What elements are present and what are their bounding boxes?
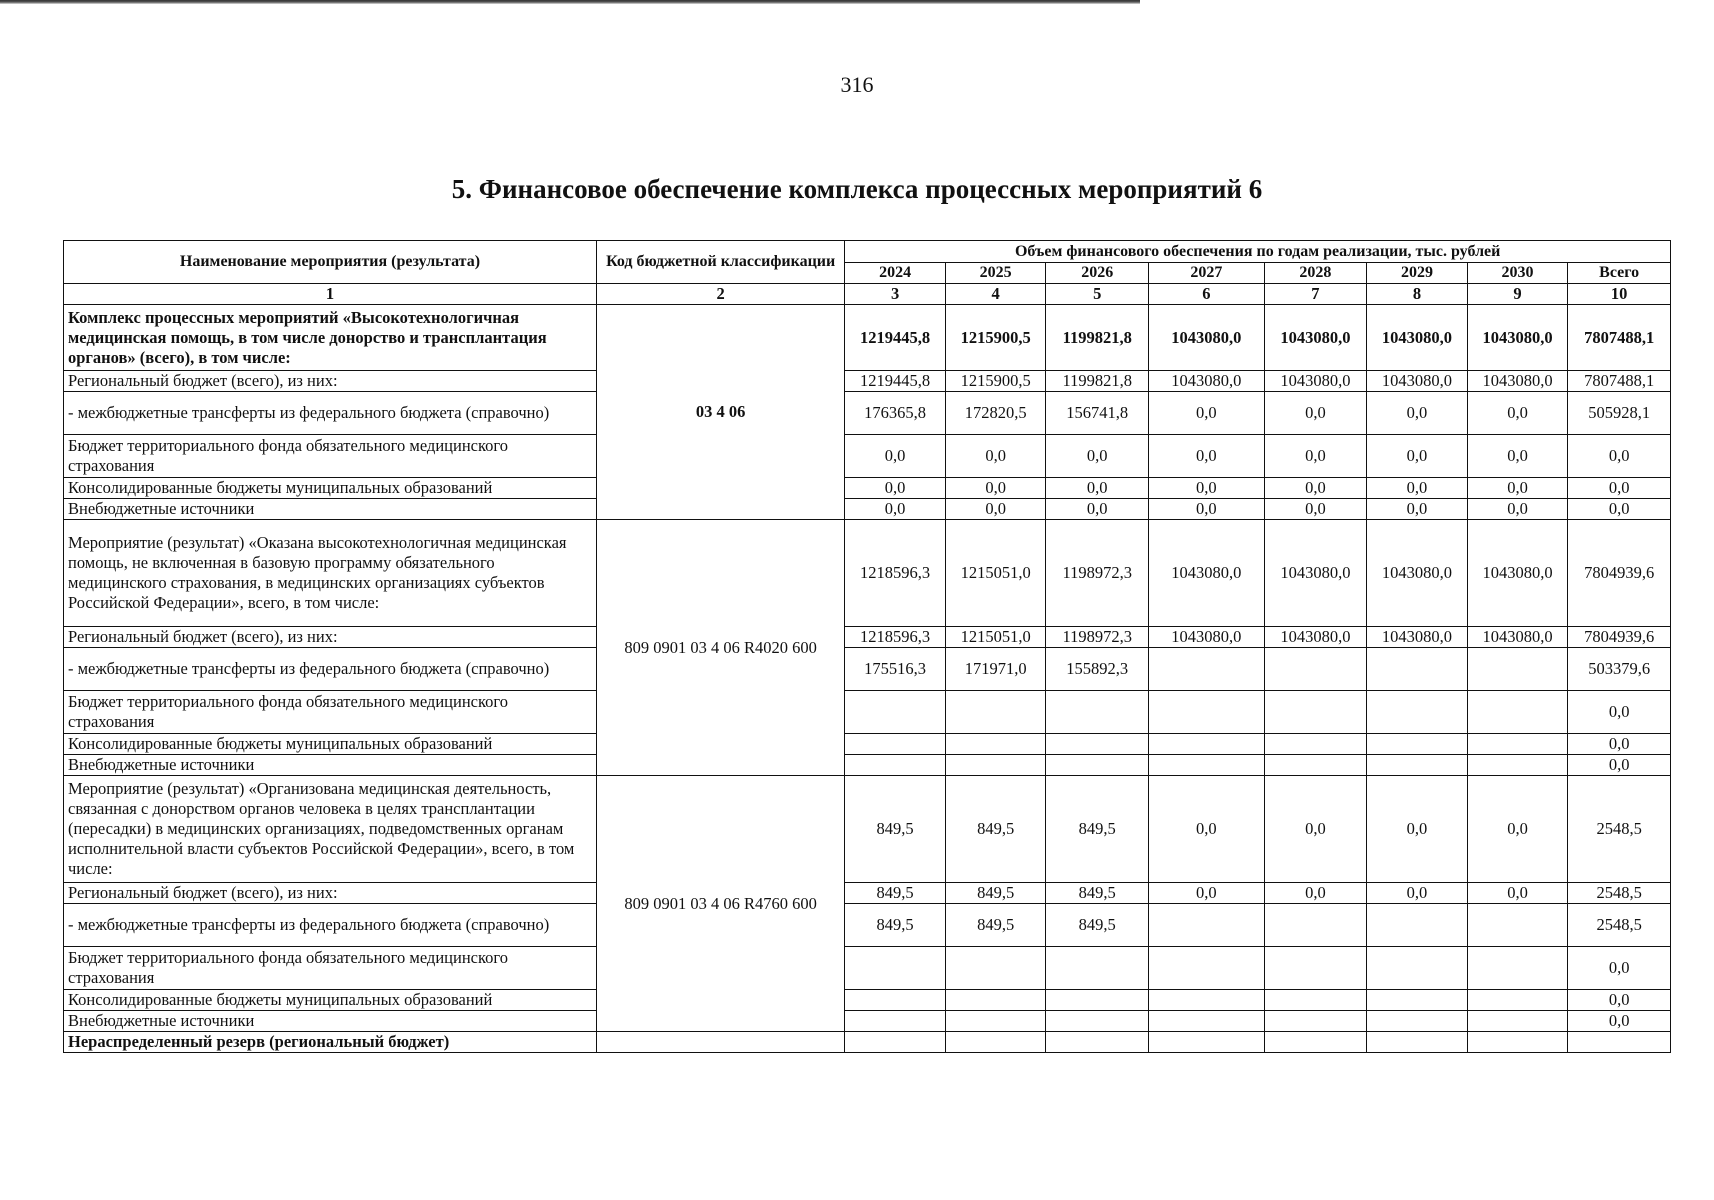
row-name: Региональный бюджет (всего), из них:: [64, 371, 597, 392]
table-row: [64, 776, 1671, 883]
column-index: 5: [1046, 284, 1149, 305]
cell-value: [1264, 990, 1367, 1011]
table-row: [64, 499, 1671, 520]
cell-value: 1043080,0: [1264, 371, 1367, 392]
cell-value: [1367, 1011, 1468, 1032]
cell-value: [945, 755, 1046, 776]
header-year: 2028: [1264, 263, 1367, 284]
cell-value: [1367, 734, 1468, 755]
cell-value: [845, 691, 946, 734]
cell-value: 0,0: [1367, 776, 1468, 883]
cell-total: 0,0: [1568, 691, 1671, 734]
cell-value: 1219445,8: [845, 371, 946, 392]
cell-value: [845, 947, 946, 990]
table-row: [64, 648, 1671, 691]
cell-total: 7804939,6: [1568, 520, 1671, 627]
cell-value: [1046, 1011, 1149, 1032]
cell-value: 849,5: [945, 883, 1046, 904]
cell-value: [845, 990, 946, 1011]
cell-value: 0,0: [1467, 776, 1568, 883]
cell-total: 2548,5: [1568, 904, 1671, 947]
table-row: [64, 883, 1671, 904]
cell-value: 0,0: [1046, 499, 1149, 520]
table-row: [64, 627, 1671, 648]
cell-value: [1467, 947, 1568, 990]
header-year: 2026: [1046, 263, 1149, 284]
cell-value: [1367, 904, 1468, 947]
cell-value: [1046, 734, 1149, 755]
cell-value: 0,0: [1467, 883, 1568, 904]
cell-value: 1043080,0: [1367, 627, 1468, 648]
cell-value: [1367, 755, 1468, 776]
cell-value: [1046, 755, 1149, 776]
page-title: 5. Финансовое обеспечение комплекса процессных мероприятий 6: [451, 174, 1263, 204]
cell-value: [1467, 648, 1568, 691]
cell-value: [1467, 734, 1568, 755]
table-row: [64, 478, 1671, 499]
cell-value: 0,0: [1264, 435, 1367, 478]
cell-value: [1264, 904, 1367, 947]
cell-value: 1215900,5: [945, 371, 1046, 392]
table-row: [64, 990, 1671, 1011]
cell-value: 0,0: [1467, 435, 1568, 478]
cell-value: [1264, 1011, 1367, 1032]
cell-total: 0,0: [1568, 734, 1671, 755]
cell-value: [1467, 691, 1568, 734]
cell-value: [1046, 947, 1149, 990]
cell-value: 1043080,0: [1264, 627, 1367, 648]
row-name: - межбюджетные трансферты из федерального бюджета (справочно): [64, 648, 597, 691]
table-row: [64, 691, 1671, 734]
cell-total: [1568, 1032, 1671, 1053]
cell-value: 849,5: [845, 904, 946, 947]
cell-value: [945, 1011, 1046, 1032]
table-row: [64, 904, 1671, 947]
cell-value: [1149, 1011, 1265, 1032]
row-name: Мероприятие (результат) «Организована медицинская деятельность, связанная с донорством органов человека в целях трансплантации (пересадки) в медицинских организациях, подведомственных органам исполнительной власти субъектов Российской Федерации», всего, в том числе:: [64, 776, 597, 883]
cell-value: 0,0: [1046, 478, 1149, 499]
cell-value: [1264, 691, 1367, 734]
cell-total: 7807488,1: [1568, 305, 1671, 371]
cell-value: 0,0: [1149, 392, 1265, 435]
cell-total: 0,0: [1568, 478, 1671, 499]
cell-total: 2548,5: [1568, 883, 1671, 904]
cell-value: 0,0: [1264, 883, 1367, 904]
cell-value: [1046, 691, 1149, 734]
cell-value: 0,0: [945, 435, 1046, 478]
budget-code: 03 4 06: [596, 305, 844, 520]
row-name: Внебюджетные источники: [64, 499, 597, 520]
cell-value: 849,5: [945, 776, 1046, 883]
row-name: Бюджет территориального фонда обязательного медицинского страхования: [64, 691, 597, 734]
cell-value: 0,0: [1149, 883, 1265, 904]
table-row: [64, 1011, 1671, 1032]
cell-value: 1043080,0: [1149, 305, 1265, 371]
header-year: 2024: [845, 263, 946, 284]
header-name: Наименование мероприятия (результата): [64, 241, 597, 284]
cell-value: 156741,8: [1046, 392, 1149, 435]
row-name: Бюджет территориального фонда обязательного медицинского страхования: [64, 947, 597, 990]
cell-total: 0,0: [1568, 435, 1671, 478]
cell-value: [1264, 755, 1367, 776]
table-row: [64, 435, 1671, 478]
cell-value: [1149, 691, 1265, 734]
header-volume: Объем финансового обеспечения по годам реализации, тыс. рублей: [845, 241, 1671, 263]
cell-value: 0,0: [1467, 478, 1568, 499]
cell-value: 0,0: [1367, 435, 1468, 478]
cell-value: 849,5: [1046, 904, 1149, 947]
cell-value: 1043080,0: [1367, 520, 1468, 627]
row-name: Внебюджетные источники: [64, 755, 597, 776]
cell-value: 0,0: [1367, 499, 1468, 520]
cell-value: 849,5: [945, 904, 1046, 947]
cell-value: [1467, 904, 1568, 947]
cell-value: 1215051,0: [945, 520, 1046, 627]
table-row: [64, 520, 1671, 627]
cell-value: 1043080,0: [1264, 520, 1367, 627]
cell-value: 175516,3: [845, 648, 946, 691]
cell-value: 1043080,0: [1149, 627, 1265, 648]
cell-value: 0,0: [1467, 392, 1568, 435]
cell-value: 0,0: [845, 499, 946, 520]
cell-value: 0,0: [1149, 776, 1265, 883]
cell-value: 1043080,0: [1367, 371, 1468, 392]
cell-value: 0,0: [1264, 499, 1367, 520]
cell-value: 1198972,3: [1046, 520, 1149, 627]
cell-value: 0,0: [945, 499, 1046, 520]
cell-value: [1149, 1032, 1265, 1053]
table-row: [64, 755, 1671, 776]
cell-value: [1046, 1032, 1149, 1053]
cell-value: [1367, 691, 1468, 734]
cell-value: 0,0: [1149, 435, 1265, 478]
cell-value: [1467, 755, 1568, 776]
column-index: 4: [945, 284, 1046, 305]
row-name: - межбюджетные трансферты из федерального бюджета (справочно): [64, 904, 597, 947]
cell-value: 0,0: [1264, 392, 1367, 435]
cell-value: 1043080,0: [1367, 305, 1468, 371]
cell-value: 849,5: [1046, 883, 1149, 904]
cell-value: [1264, 947, 1367, 990]
reserve-row: [64, 1032, 1671, 1053]
cell-value: [1149, 734, 1265, 755]
cell-value: 0,0: [845, 435, 946, 478]
cell-value: [1264, 648, 1367, 691]
cell-value: 0,0: [1264, 478, 1367, 499]
cell-value: 1199821,8: [1046, 371, 1149, 392]
cell-value: 1043080,0: [1264, 305, 1367, 371]
cell-value: 1043080,0: [1467, 305, 1568, 371]
cell-value: 1215051,0: [945, 627, 1046, 648]
cell-total: 7804939,6: [1568, 627, 1671, 648]
cell-value: 1215900,5: [945, 305, 1046, 371]
financing-table: [63, 240, 1671, 1053]
row-name: Внебюджетные источники: [64, 1011, 597, 1032]
cell-value: 1219445,8: [845, 305, 946, 371]
header-code: Код бюджетной классификации: [596, 241, 844, 284]
row-name: - межбюджетные трансферты из федерального бюджета (справочно): [64, 392, 597, 435]
table-row: [64, 947, 1671, 990]
cell-value: [845, 755, 946, 776]
table-row: [64, 392, 1671, 435]
cell-value: [1264, 1032, 1367, 1053]
cell-value: 0,0: [845, 478, 946, 499]
budget-code: [596, 1032, 844, 1053]
page-number: 316: [840, 72, 874, 97]
cell-value: [945, 990, 1046, 1011]
cell-value: 1218596,3: [845, 627, 946, 648]
column-index: 8: [1367, 284, 1468, 305]
cell-value: [1367, 990, 1468, 1011]
cell-value: 1199821,8: [1046, 305, 1149, 371]
cell-value: [1367, 648, 1468, 691]
cell-value: 1043080,0: [1149, 371, 1265, 392]
cell-value: 1043080,0: [1467, 371, 1568, 392]
column-index: 7: [1264, 284, 1367, 305]
cell-value: 1198972,3: [1046, 627, 1149, 648]
cell-value: 0,0: [945, 478, 1046, 499]
cell-total: 503379,6: [1568, 648, 1671, 691]
cell-value: [945, 734, 1046, 755]
cell-value: [845, 1011, 946, 1032]
column-index: 3: [845, 284, 946, 305]
cell-value: [945, 1032, 1046, 1053]
cell-value: [1046, 990, 1149, 1011]
cell-total: 0,0: [1568, 990, 1671, 1011]
cell-value: 0,0: [1046, 435, 1149, 478]
table-row: [64, 734, 1671, 755]
header-year: 2029: [1367, 263, 1468, 284]
cell-value: 176365,8: [845, 392, 946, 435]
header-year: 2027: [1149, 263, 1265, 284]
scan-edge: [0, 0, 1140, 4]
cell-total: 0,0: [1568, 499, 1671, 520]
cell-value: [1467, 1032, 1568, 1053]
cell-value: [1149, 990, 1265, 1011]
row-name: Бюджет территориального фонда обязательного медицинского страхования: [64, 435, 597, 478]
cell-value: 849,5: [1046, 776, 1149, 883]
table-row: [64, 371, 1671, 392]
cell-value: 0,0: [1149, 499, 1265, 520]
cell-value: [1367, 1032, 1468, 1053]
cell-value: [845, 1032, 946, 1053]
row-name: Консолидированные бюджеты муниципальных образований: [64, 990, 597, 1011]
table-row: [64, 305, 1671, 371]
cell-value: [1149, 904, 1265, 947]
cell-value: 1043080,0: [1467, 627, 1568, 648]
cell-value: 1218596,3: [845, 520, 946, 627]
column-index: 9: [1467, 284, 1568, 305]
cell-value: 171971,0: [945, 648, 1046, 691]
row-name: Региональный бюджет (всего), из них:: [64, 627, 597, 648]
row-name: Консолидированные бюджеты муниципальных образований: [64, 734, 597, 755]
row-name: Региональный бюджет (всего), из них:: [64, 883, 597, 904]
cell-value: [1264, 734, 1367, 755]
cell-value: [1467, 990, 1568, 1011]
header-total: Всего: [1568, 263, 1671, 284]
cell-value: [945, 691, 1046, 734]
row-name: Комплекс процессных мероприятий «Высокотехнологичная медицинская помощь, в том числе донорство и трансплантация органов» (всего), в том числе:: [64, 305, 597, 371]
row-name: Нераспределенный резерв (региональный бюджет): [64, 1032, 597, 1053]
cell-value: [1149, 755, 1265, 776]
budget-code: 809 0901 03 4 06 R4020 600: [596, 520, 844, 776]
cell-value: 155892,3: [1046, 648, 1149, 691]
cell-value: 0,0: [1467, 499, 1568, 520]
row-name: Консолидированные бюджеты муниципальных образований: [64, 478, 597, 499]
cell-value: 1043080,0: [1467, 520, 1568, 627]
cell-value: 0,0: [1264, 776, 1367, 883]
cell-total: 505928,1: [1568, 392, 1671, 435]
cell-total: 0,0: [1568, 1011, 1671, 1032]
cell-value: 0,0: [1367, 392, 1468, 435]
row-name: Мероприятие (результат) «Оказана высокотехнологичная медицинская помощь, не включенная в базовую программу обязательного медицинского страхования, в медицинских организациях субъектов Российской Федерации», всего, в том числе:: [64, 520, 597, 627]
cell-total: 0,0: [1568, 947, 1671, 990]
cell-value: [845, 734, 946, 755]
cell-value: 0,0: [1367, 883, 1468, 904]
cell-value: [945, 947, 1046, 990]
cell-total: 7807488,1: [1568, 371, 1671, 392]
cell-value: [1149, 947, 1265, 990]
cell-value: [1367, 947, 1468, 990]
cell-total: 2548,5: [1568, 776, 1671, 883]
header-year: 2030: [1467, 263, 1568, 284]
column-index: 10: [1568, 284, 1671, 305]
budget-code: 809 0901 03 4 06 R4760 600: [596, 776, 844, 1032]
cell-value: 0,0: [1367, 478, 1468, 499]
cell-value: [1149, 648, 1265, 691]
cell-value: 172820,5: [945, 392, 1046, 435]
column-index: 6: [1149, 284, 1265, 305]
header-year: 2025: [945, 263, 1046, 284]
cell-value: 0,0: [1149, 478, 1265, 499]
cell-value: 849,5: [845, 776, 946, 883]
column-index: 1: [64, 284, 597, 305]
cell-total: 0,0: [1568, 755, 1671, 776]
cell-value: [1467, 1011, 1568, 1032]
cell-value: 849,5: [845, 883, 946, 904]
cell-value: 1043080,0: [1149, 520, 1265, 627]
column-index: 2: [596, 284, 844, 305]
